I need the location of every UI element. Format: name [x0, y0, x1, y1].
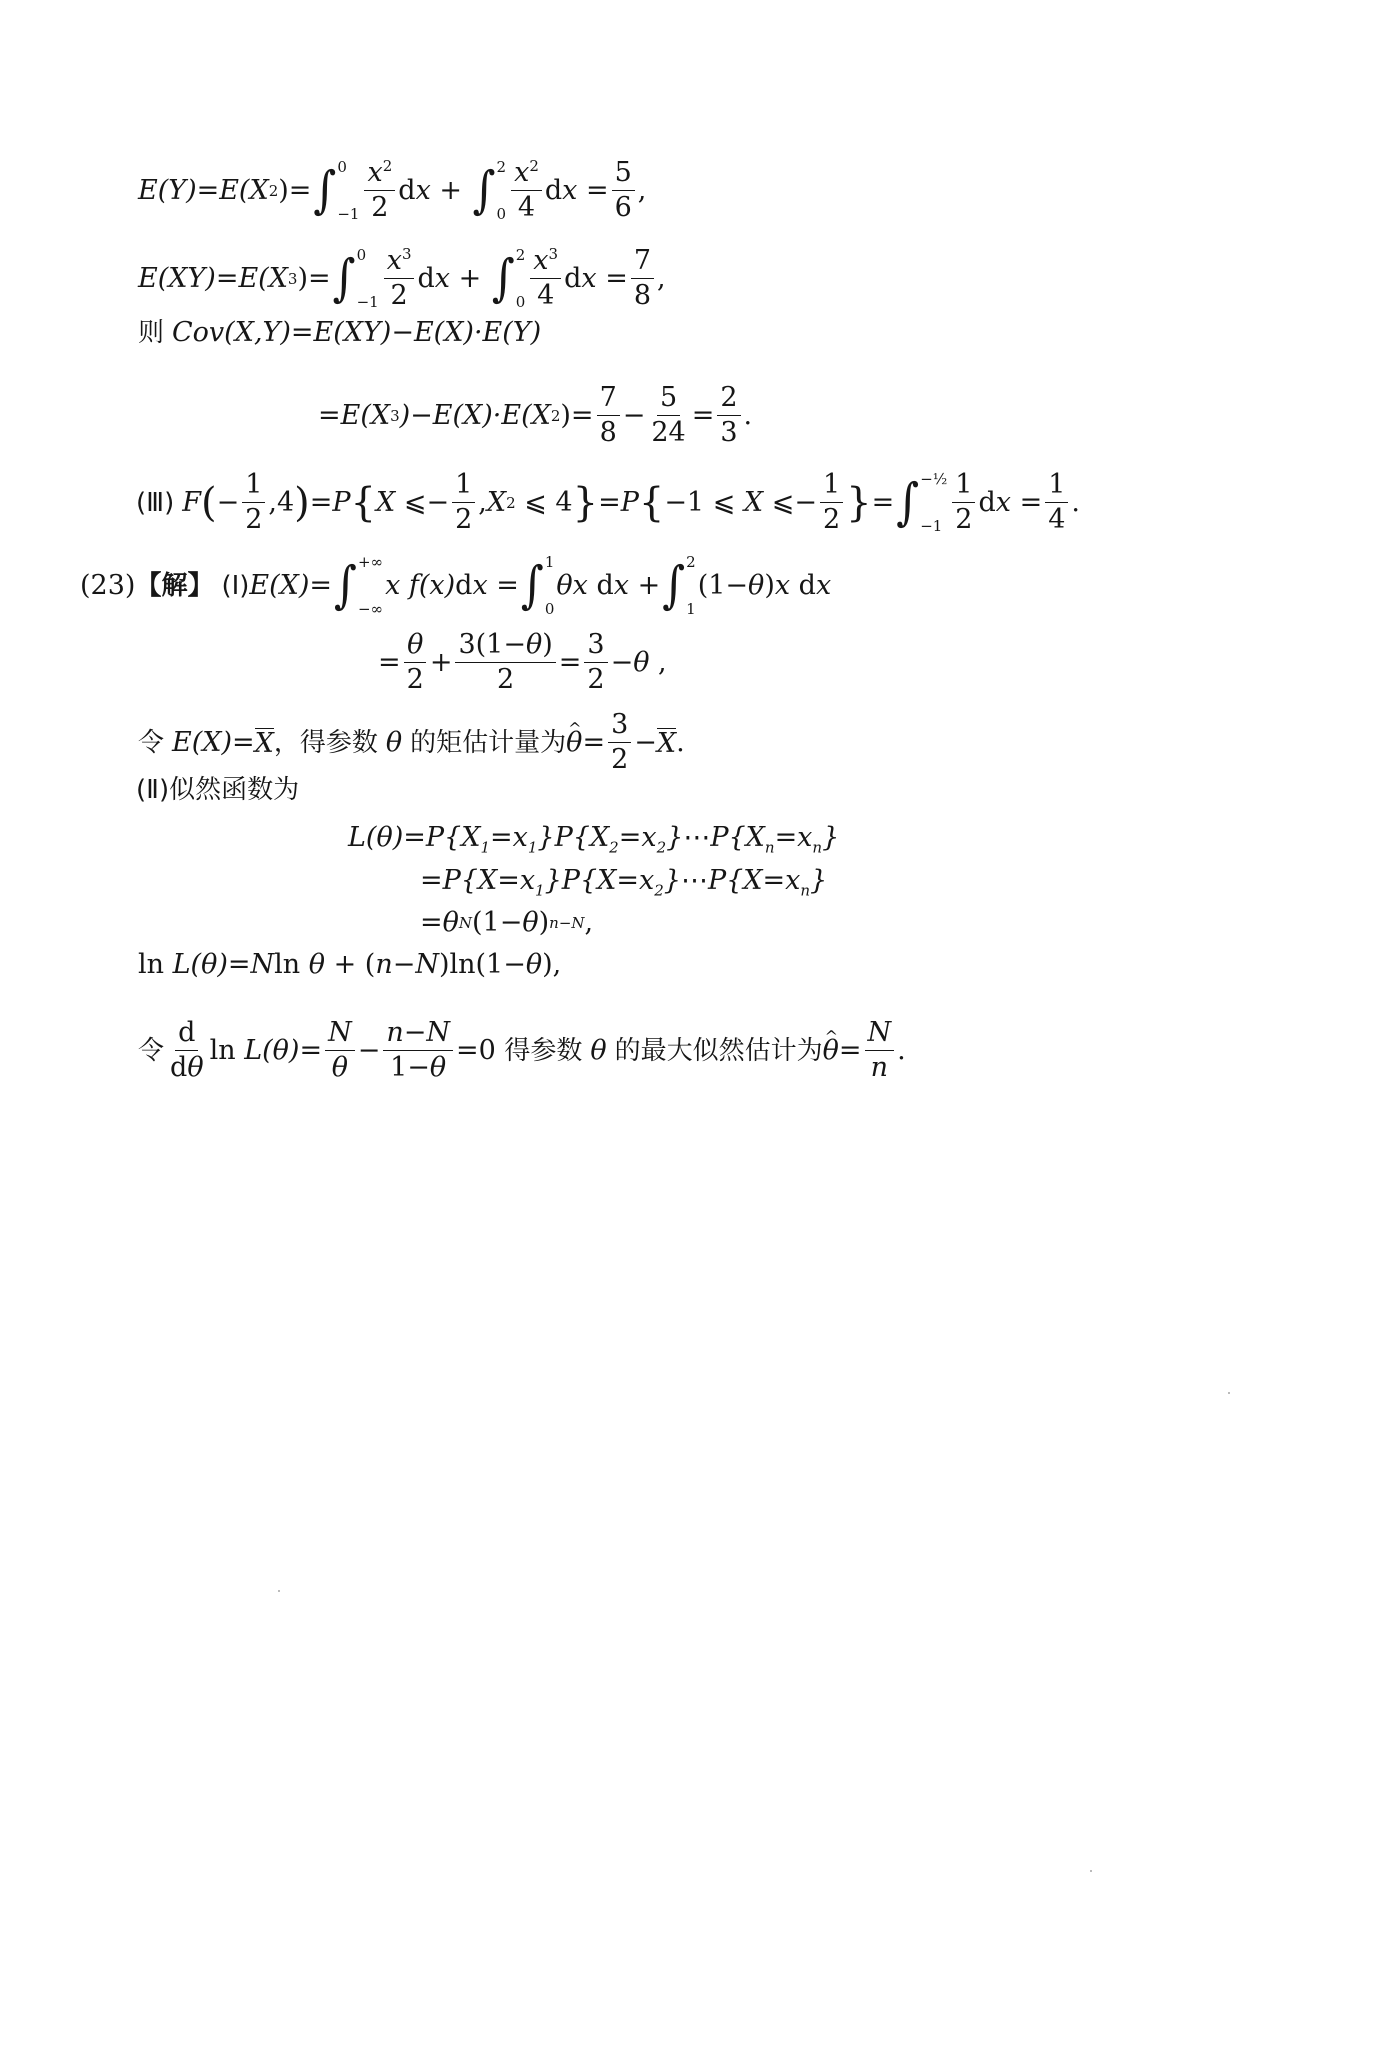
ey-rhs: , — [637, 174, 647, 206]
fraction: $\frac{\theta}{2}$ — [404, 630, 427, 695]
exy-rhs: , — [657, 262, 666, 294]
fraction: $\frac{x^2}{2}$ — [364, 158, 395, 223]
fraction: $\frac{1}{2}$ — [952, 470, 975, 535]
integral: ∫ 2 0 — [491, 245, 526, 311]
mle-line: 令 $\frac{d}{d\theta}$ ln L(θ)= $\frac{N}{\theta}$ − $\frac{n-N}{1-\theta}$ =0 得参数 θ 的最大似然估计为 ^ θ = $\frac{N}{n}$ . — [138, 1018, 906, 1083]
mle-prefix: 令 — [138, 1035, 165, 1066]
sol23-part1-continued: = $\frac{\theta}{2}$ + $\frac{3(1-\theta)}{2}$ = $\frac{3}{2}$ −θ , — [378, 629, 667, 695]
sol23-tag: 【解】 — [135, 571, 214, 601]
fraction: $\frac{2}{3}$ — [717, 383, 740, 448]
fraction: $\frac{1}{2}$ — [452, 470, 475, 535]
exy-lhs: E(XY)=E(X — [138, 262, 288, 294]
part3-label: (Ⅲ) — [136, 487, 175, 518]
fraction: $\frac{d}{d\theta}$ — [170, 1017, 204, 1083]
log-likelihood-line: ln L(θ)=Nln θ + (n−N)ln(1−θ), — [138, 949, 562, 980]
scan-speck — [278, 1590, 280, 1592]
fraction: $\frac{N}{\theta}$ — [325, 1018, 355, 1083]
fraction: $\frac{3(1-\theta)}{2}$ — [455, 630, 555, 695]
fraction: $\frac{n-N}{1-\theta}$ — [383, 1018, 453, 1083]
mle-text2: 的最大似然估计为 — [614, 1035, 823, 1066]
cov-expr: Cov(X,Y)=E(XY)−E(X)·E(Y) — [172, 317, 542, 348]
part2-text: 似然函数为 — [169, 775, 300, 805]
likelihood-line1: L(θ) = $P\{X_1=x_1\}P\{X_2=x_2\}$ ⋯ $P\{X_n=x_n\}$ — [348, 822, 840, 857]
fraction: $\frac{3}{2}$ — [584, 630, 607, 695]
fraction: $\frac{7}{8}$ — [631, 246, 654, 311]
scan-speck — [1090, 1870, 1092, 1872]
cov-equation-continued: =E(X 3 )−E(X)·E(X 2 )= $\frac{7}{8}$ − $\frac{5}{24}$ = $\frac{2}{3}$ . — [318, 382, 753, 448]
cov-line2: =E(X — [318, 399, 391, 431]
scan-speck — [1228, 1392, 1230, 1394]
integral: ∫ +∞ −∞ — [334, 553, 384, 618]
integral: ∫ 0 −1 — [313, 157, 360, 223]
moment-text2: 的矩估计量为 — [410, 727, 567, 758]
cov-equation — [138, 318, 541, 348]
integral: ∫ 2 0 — [472, 157, 507, 223]
fraction: $\frac{1}{4}$ — [1045, 470, 1068, 535]
integral: ∫ 0 −1 — [332, 245, 379, 311]
moment-estimator-line: 令 E(X) = X ，得参数 θ 的矩估计量为 ^ θ = $\frac{3}{2}$ − X . — [138, 710, 685, 775]
fraction: $\frac{x^2}{4}$ — [511, 158, 542, 223]
sol23-label: (23) — [80, 570, 136, 601]
part2-label: (Ⅱ) — [136, 775, 170, 805]
fraction: $\frac{N}{n}$ — [865, 1018, 895, 1083]
fraction: $\frac{7}{8}$ — [597, 383, 620, 448]
fraction: $\frac{5}{24}$ — [651, 382, 686, 448]
likelihood-line3: = θ N (1−θ) n−N , — [420, 907, 594, 938]
fraction: $\frac{1}{2}$ — [242, 470, 265, 535]
fraction: $\frac{3}{2}$ — [608, 710, 631, 775]
fraction: $\frac{x^3}{4}$ — [530, 246, 561, 311]
fraction: $\frac{1}{2}$ — [820, 470, 843, 535]
cov-prefix: 则 — [138, 318, 165, 348]
sol23-part1-equation: (23) 【解】 (Ⅰ) E(X) = ∫ +∞ −∞ x f(x) dx = ∫ 1 0 θx dx + ∫ 2 1 (1−θ)x dx — [80, 553, 832, 618]
integral: ∫ 2 1 — [662, 553, 696, 618]
likelihood-line2: = $P\{X=x_1\}P\{X=x_2\}$ ⋯ $P\{X=x_n\}$ — [420, 865, 828, 900]
mle-text: 得参数 — [504, 1035, 583, 1066]
integral: ∫ −½ −1 — [896, 469, 948, 535]
fraction: $\frac{x^3}{2}$ — [384, 246, 415, 311]
fraction: $\frac{5}{6}$ — [612, 158, 635, 223]
ey-lhs: E(Y)=E(X — [138, 174, 269, 206]
ey-equation: E(Y)=E(X 2 )= ∫ 0 −1 $\frac{x^2}{2}$ dx + ∫ 2 0 $\frac{x^2}{4}$ dx = $\frac{5}{6}$ , — [138, 157, 647, 223]
moment-prefix: 令 — [138, 727, 165, 758]
moment-text: ，得参数 — [273, 727, 378, 758]
integral: ∫ 1 0 — [520, 553, 555, 618]
part2-heading — [136, 775, 299, 805]
part1-label: (Ⅰ) — [221, 571, 250, 601]
exy-equation: E(XY)=E(X 3 )= ∫ 0 −1 $\frac{x^3}{2}$ dx + ∫ 2 0 $\frac{x^3}{4}$ dx = $\frac{7}{8}$ , — [138, 245, 666, 311]
part3-equation: (Ⅲ) F ( − $\frac{1}{2}$ ,4 ) = P { X ⩽− $\frac{1}{2}$ , X 2 ⩽ 4 } = P { −1 ⩽ X ⩽− $\frac{1}{2}$ } = ∫ −½ −1 $\frac{1}{2}$ dx = $\frac{1}{4}$ . — [136, 469, 1081, 535]
